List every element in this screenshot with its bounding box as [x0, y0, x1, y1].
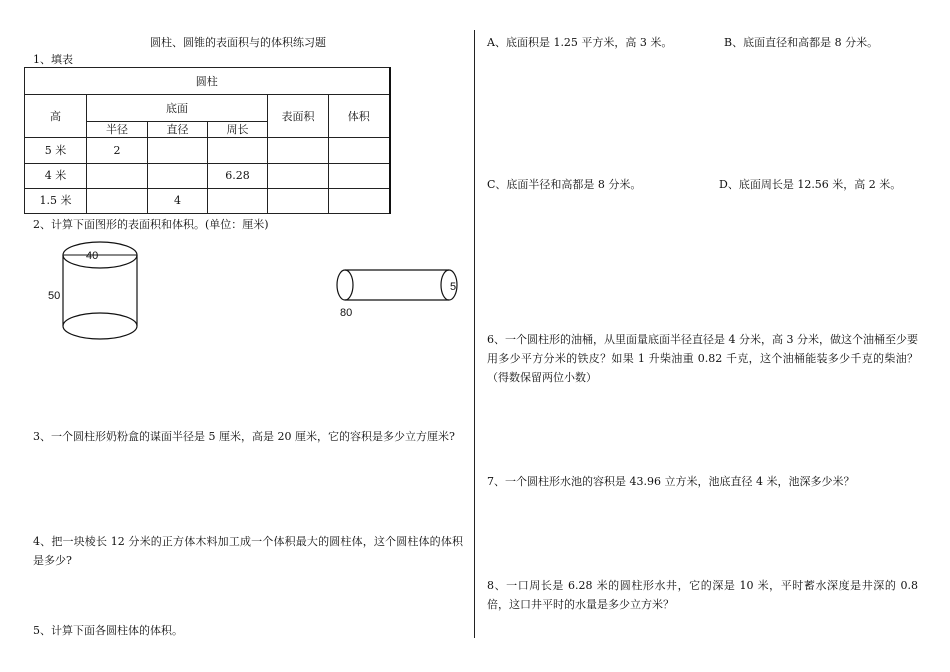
sub-question-c: C、底面半径和高都是 8 分米。	[487, 178, 642, 191]
cell-radius: 2	[87, 138, 148, 163]
header-diameter: 直径	[148, 122, 208, 138]
cell-circumference: 6.28	[208, 163, 268, 188]
question-4: 4、把一块棱长 12 分米的正方体木料加工成一个体积最大的圆柱体，这个圆柱体的体积是多少?	[33, 535, 463, 567]
diameter-label: 40	[86, 250, 99, 262]
table-caption: 圆柱	[25, 68, 390, 95]
worksheet-title: 圆柱、圆锥的表面积与的体积练习题	[150, 36, 326, 49]
question-6: 6、一个圆柱形的油桶，从里面量底面半径直径是 4 分米，高 3 分米，做这个油桶至少要用多少平方分米的铁皮？如果 1 升柴油重 0.82 千克，这个油桶能装多少千克的柴油？（得数保留两位小数）	[487, 333, 918, 384]
q2-label: 2、计算下面图形的表面积和体积。(单位：厘米)	[33, 218, 269, 231]
sub-question-b: B、底面直径和高都是 8 分米。	[724, 36, 879, 49]
height-label: 50	[48, 290, 61, 302]
cell-height: 5 米	[25, 138, 87, 163]
header-base: 底面	[87, 95, 268, 122]
sub-question-a: A、底面积是 1.25 平方米，高 3 米。	[487, 36, 673, 49]
question-5: 5、计算下面各圆柱体的体积。	[33, 624, 183, 637]
q1-label: 1、填表	[33, 53, 73, 66]
header-radius: 半径	[87, 122, 148, 138]
cell-height: 4 米	[25, 163, 87, 188]
question-3: 3、一个圆柱形奶粉盒的谋面半径是 5 厘米，高是 20 厘米，它的容积是多少立方厘米?	[33, 430, 455, 443]
length-label: 80	[340, 307, 353, 319]
sub-question-d: D、底面周长是 12.56 米，高 2 米。	[719, 178, 902, 191]
question-8: 8、一口周长是 6.28 米的圆柱形水井，它的深是 10 米，平时蓄水深度是井深的 0.8 倍，这口井平时的水量是多少立方米？	[487, 579, 918, 611]
header-height: 高	[25, 95, 87, 138]
question-7: 7、一个圆柱形水池的容积是 43.96 立方米，池底直径 4 米，池深多少米？	[487, 475, 855, 488]
header-volume: 体积	[329, 95, 390, 138]
header-surface-area: 表面积	[268, 95, 329, 138]
cell-diameter: 4	[148, 188, 208, 213]
small-diameter-label: 5	[450, 281, 457, 293]
header-circumference: 周长	[208, 122, 268, 138]
cell-height: 1.5 米	[25, 188, 87, 213]
